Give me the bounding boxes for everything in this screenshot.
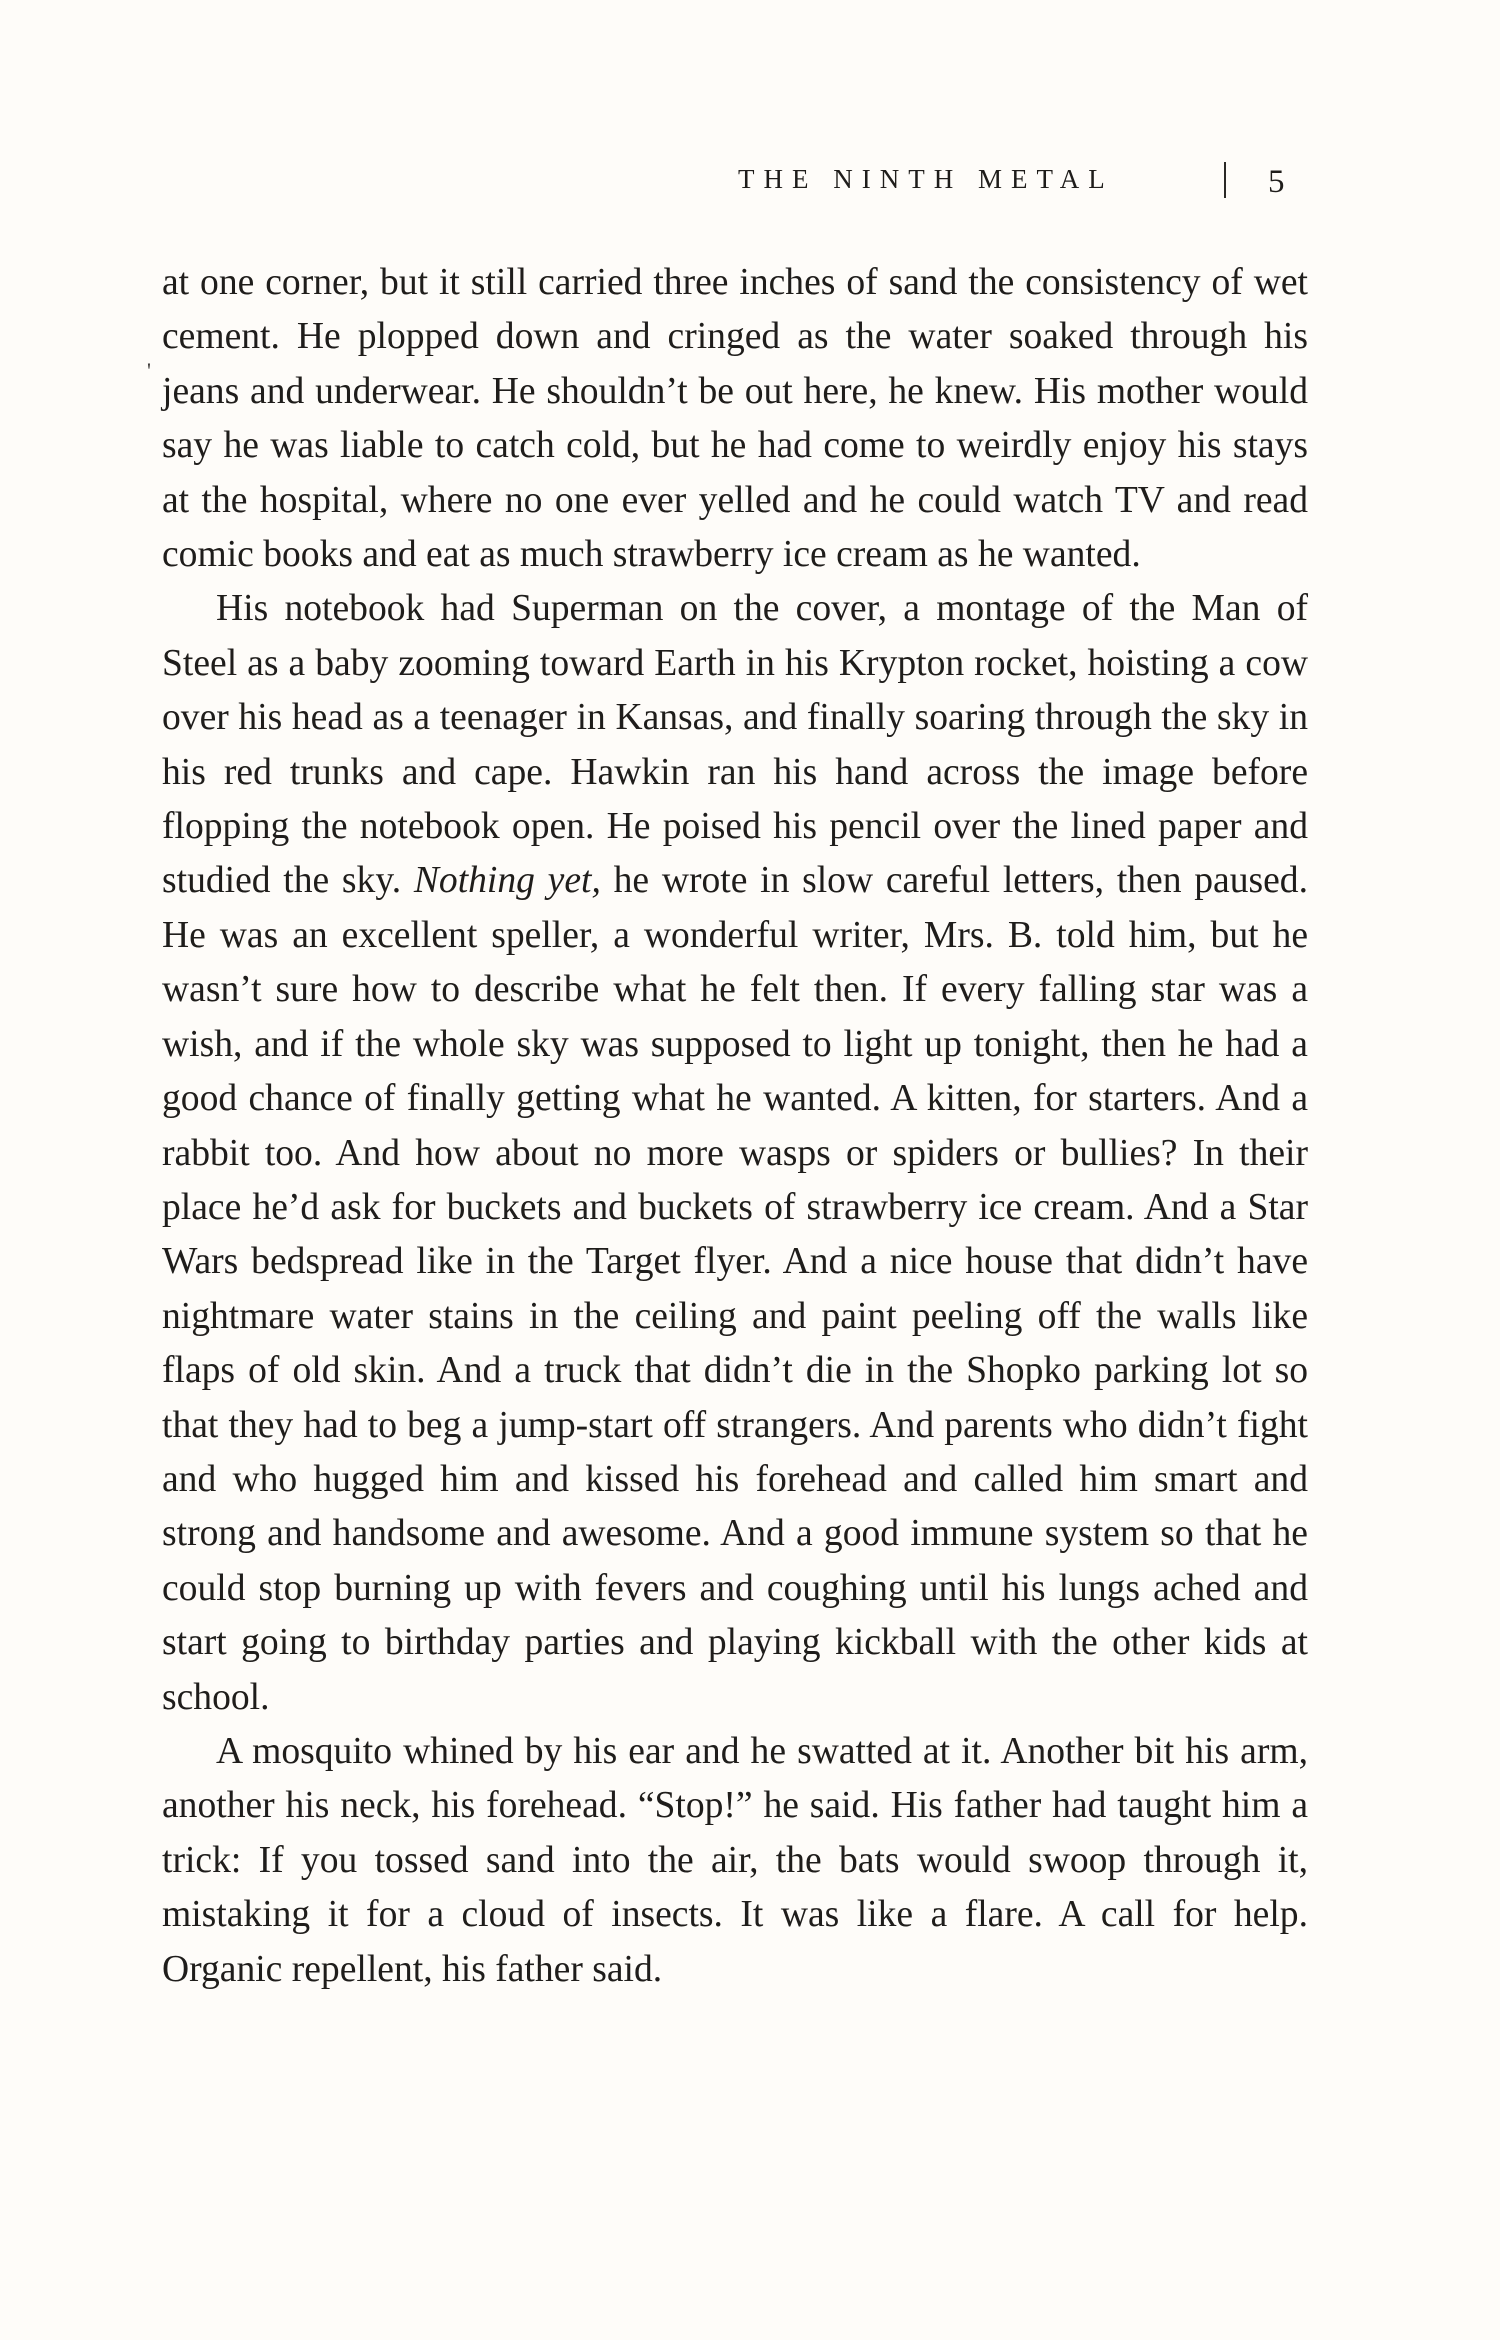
italic-note-text: Nothing yet,: [413, 860, 601, 902]
paragraph-text: A mosquito whined by his ear and he swatted at it. Another bit his arm, another his neck, his forehead. “Stop!” he said. His father had taught him a trick: If you tossed sand into the air, the bats would swoop through it, mistaking it for a cloud of insects. It was like a flare. A call for help. Organic repellent, his father said.: [162, 1730, 1308, 1990]
paragraph-text: at one corner, but it still carried three inches of sand the consistency of wet cement. He plopped down and cringed as the water soaked through his jeans and underwear. He shouldn’t be out here, he knew. His mother would say he was liable to catch cold, but he had come to weirdly enjoy his stays at the hospital, where no one ever yelled and he could watch TV and read comic books and eat as much strawberry ice cream as he wanted.: [162, 262, 1308, 576]
running-head-title: THE NINTH METAL: [738, 164, 1114, 194]
running-head-divider: [1224, 162, 1226, 198]
running-head: [738, 158, 1318, 202]
body-text: [162, 256, 1308, 1997]
paragraph-text: His notebook had Superman on the cover, a montage of the Man of Steel as a baby zooming toward Earth in his Krypton rocket, hoisting a cow over his head as a teenager in Kansas, and finally soaring through the sky in his red trunks and cape. Hawkin ran his hand across the image before flopping the notebook open. He poised his pencil over the lined paper and studied the sky.: [162, 588, 1308, 902]
paragraph-2: [162, 582, 1308, 1725]
paragraph-1: [162, 256, 1308, 582]
page-number: 5: [1268, 164, 1285, 200]
paragraph-3: [162, 1725, 1308, 1997]
paragraph-text-continued: he wrote in slow careful letters, then paused. He was an excellent speller, a wonderful writer, Mrs. B. told him, but he wasn’t sure how to describe what he felt then. If every falling star was a wish, and if the whole sky was supposed to light up tonight, then he had a good chance of finally getting what he wanted. A kitten, for starters. And a rabbit too. And how about no more wasps or spiders or bullies? In their place he’d ask for buckets and buckets of strawberry ice cream. And a Star Wars bedspread like in the Target flyer. And a nice house that didn’t have nightmare water stains in the ceiling and paint peeling off the walls like flaps of old skin. And a truck that didn’t die in the Shopko parking lot so that they had to beg a jump-start off strangers. And parents who didn’t fight and who hugged him and kissed his forehead and called him smart and strong and handsome and awesome. And a good immune system so that he could stop burning up with fevers and coughing until his lungs ached and start going to birthday parties and playing kickball with the other kids at school.: [162, 860, 1308, 1718]
stray-margin-mark: ': [147, 358, 151, 383]
